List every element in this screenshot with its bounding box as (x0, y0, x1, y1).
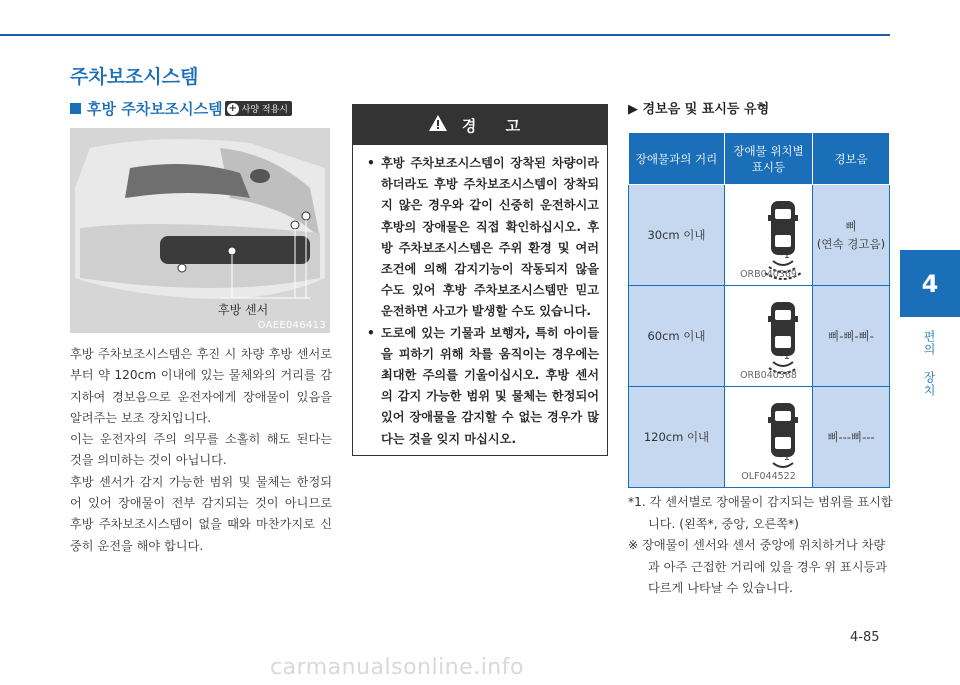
page-number: 4-85 (850, 630, 880, 645)
option-badge (225, 101, 292, 116)
watermark: carmanualsonline.info (270, 655, 524, 680)
sub-title (70, 98, 292, 119)
car-rear-illustration (70, 128, 330, 333)
indicator-cell (725, 387, 813, 488)
chapter-tab[interactable]: 4 (900, 250, 960, 317)
bullet-square-icon (70, 103, 81, 114)
distance-cell: 30cm 이내 (629, 185, 725, 286)
warning-item: • 도로에 있는 기물과 보행자, 특히 아이들을 피하기 위해 차를 움직이는 경우에는 최대한 주의를 기울이십시오. 후방 센서의 감지 가능한 범위 및 물체는 한정되어 있어 장애물을 감지할 수 없는 경우가 많다는 것을 잊지 마십시오. (367, 323, 599, 450)
warning-box (352, 104, 608, 456)
header-sound: 경보음 (813, 133, 890, 185)
body-text (70, 344, 332, 557)
body-paragraph: 후방 센서가 감지 가능한 범위 및 물체는 한정되어 있어 장애물이 전부 감지되는 것이 아니므로 후방 주차보조시스템이 없을 때와 마찬가지로 신중히 운전을 해야 합니다. (70, 474, 332, 553)
section-title: 주차보조시스템 (70, 66, 199, 88)
footnote-mark: *1 (778, 351, 790, 362)
figure-code: ORB040368 (740, 370, 797, 381)
indicator-cell (725, 185, 813, 286)
warning-header (353, 105, 607, 145)
warning-item: • 후방 주차보조시스템이 장착된 차량이라 하더라도 후방 주차보조시스템이 장착되지 않은 경우와 같이 신중히 운전하시고 후방의 장애물은 직접 확인하십시오. 후방 주차보조시스템은 주위 환경 및 여러 조건에 의해 감지기능이 작동되지 않을 수도 있어 후방 주차보조시스템만 믿고 운전하면 사고가 발생할 수도 있습니다. (367, 153, 599, 323)
photo-label: 후방 센서 (218, 303, 269, 317)
table-row (629, 185, 890, 286)
figure-code: OLF044522 (741, 471, 796, 482)
warning-list (353, 145, 607, 450)
plus-icon: + (228, 102, 237, 114)
sound-cell: 삐 (연속 경고음) (813, 185, 890, 286)
sub-title-text: 후방 주차보조시스템 (87, 100, 223, 118)
distance-cell: 60cm 이내 (629, 286, 725, 387)
rear-sensor-photo (70, 128, 330, 333)
note-item: ※ 장애물이 센서와 센서 중앙에 위치하거나 차량과 아주 근접한 거리에 있을 경우 위 표시등과 다르게 나타날 수 있습니다. (628, 538, 888, 595)
alert-type-table (628, 132, 890, 488)
photo-code: OAEE046413 (257, 320, 326, 331)
sound-cell: 삐-삐-삐- (813, 286, 890, 387)
table-row (629, 387, 890, 488)
warning-triangle-icon (428, 114, 448, 136)
top-rule (0, 34, 890, 36)
body-paragraph: 후방 주차보조시스템은 후진 시 차량 후방 센서로부터 약 120cm 이내에 있는 물체와의 거리를 감지하여 경보음으로 운전자에게 장애물이 있음을 알려주는 보조 장치입니다. (70, 347, 332, 425)
header-indicator: 장애물 위치별 표시등 (725, 133, 813, 185)
table-title: ▶ 경보음 및 표시등 유형 (628, 102, 770, 117)
option-badge-text: 사양 적용시 (241, 105, 288, 115)
footnote-mark: *1 (778, 250, 790, 261)
footnote-mark: *1 (778, 452, 790, 463)
table-row (629, 286, 890, 387)
notes (628, 492, 893, 600)
figure-code: ORB040369 (740, 269, 797, 280)
note-item: *1. 각 센서별로 장애물이 감지되는 범위를 표시합니다. (왼쪽*, 중앙, 오른쪽*) (628, 495, 893, 531)
sound-cell: 삐---삐--- (813, 387, 890, 488)
warning-title: 경 고 (461, 116, 533, 135)
body-paragraph: 이는 운전자의 주의 의무를 소홀히 해도 된다는 것을 의미하는 것이 아닙니다. (70, 432, 332, 468)
chapter-label: 편의 장치 (922, 330, 936, 397)
indicator-cell (725, 286, 813, 387)
header-distance: 장애물과의 거리 (629, 133, 725, 185)
distance-cell: 120cm 이내 (629, 387, 725, 488)
